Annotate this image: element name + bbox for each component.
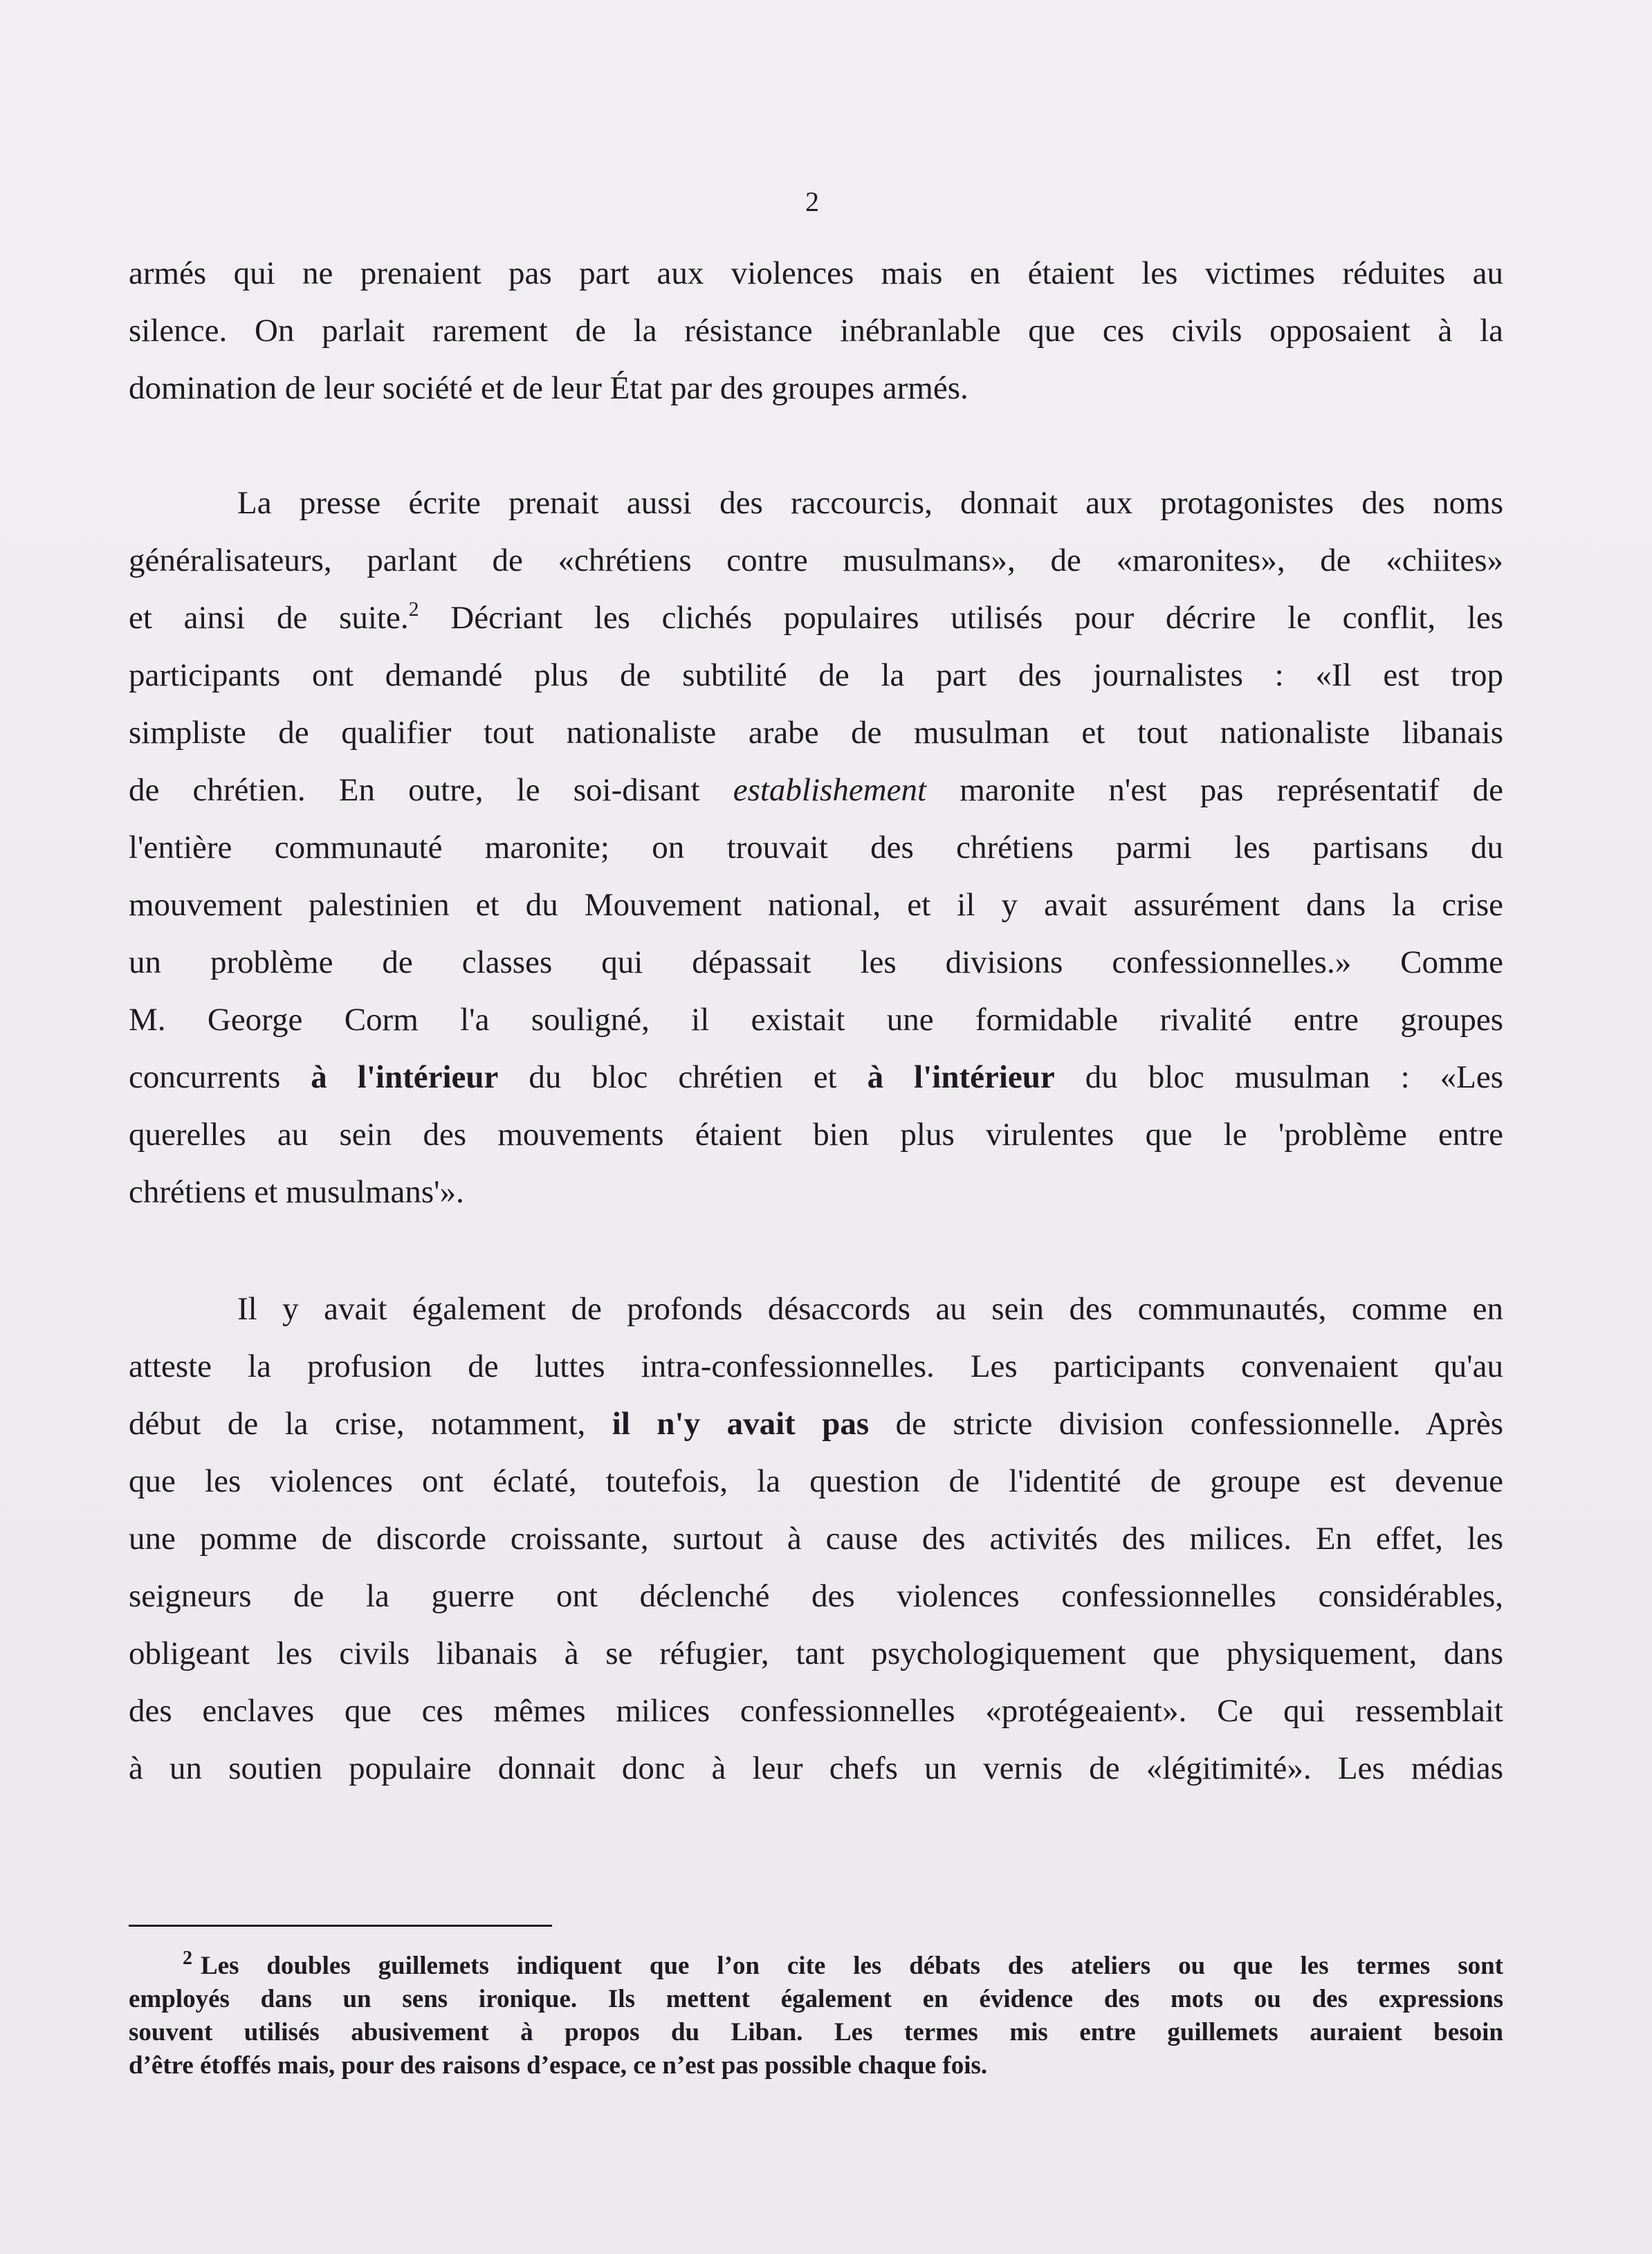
paragraph-2-line-3 [129, 597, 1503, 639]
paragraph-3-line-1: Il y avait également de profonds désaccords au sein des communautés, comme en [237, 1291, 1503, 1327]
paragraph-2-line-10: M. George Corm l'a souligné, il existait une formidable rivalité entre groupes [129, 1002, 1503, 1038]
paragraph-2-line-11-start: concurrents [129, 1059, 281, 1095]
paragraph-2-line-9: un problème de classes qui dépassait les divisions confessionnelles.» Comme [129, 944, 1503, 980]
footnote-marker: 2 [183, 1948, 192, 1969]
footnote-line-1: Les doubles guillemets indiquent que l’on cite les débats des ateliers ou que les termes sont [201, 1952, 1503, 1980]
paragraph-1-line-2: silence. On parlait rarement de la résistance inébranlable que ces civils opposaient à la [129, 313, 1503, 349]
paragraph-3-line-4: que les violences ont éclaté, toutefois, la question de l'identité de groupe est devenue [129, 1463, 1503, 1499]
paragraph-3-line-3-start: début de la crise, notamment, [129, 1406, 586, 1442]
paragraph-2-line-4: participants ont demandé plus de subtilité de la part des journalistes : «Il est trop [129, 657, 1503, 693]
paragraph-3-line-5: une pomme de discorde croissante, surtout à cause des activités des milices. En effet, les [129, 1521, 1503, 1557]
paragraph-3-line-3-end: de stricte division confessionnelle. Après [869, 1406, 1504, 1442]
paragraph-2-line-11 [129, 1056, 1503, 1098]
paragraph-3-line-9: à un soutien populaire donnait donc à leur chefs un vernis de «légitimité». Les médias [129, 1750, 1503, 1786]
paragraph-2-line-11-mid: du bloc chrétien et [498, 1059, 868, 1095]
page-number: 2 [805, 186, 819, 217]
paragraph-3-line-2: atteste la profusion de luttes intra-confessionnelles. Les participants convenaient qu'au [129, 1348, 1503, 1384]
paragraph-3-line-6: seigneurs de la guerre ont déclenché des violences confessionnelles considérables, [129, 1578, 1503, 1614]
bold-term-2: à l'intérieur [867, 1059, 1055, 1095]
paragraph-3-line-8: des enclaves que ces mêmes milices confessionnelles «protégeaient». Ce qui ressemblait [129, 1693, 1503, 1729]
paragraph-3-line-7: obligeant les civils libanais à se réfugier, tant psychologiquement que physiquement, dans [129, 1635, 1503, 1671]
italic-term: establishement [733, 772, 927, 808]
footnote-reference: 2 [408, 598, 419, 621]
paragraph-2-line-3-start: et ainsi de suite. [129, 600, 409, 636]
footnote-line-4: d’être étoffés mais, pour des raisons d’espace, ce n’est pas possible chaque fois. [129, 2051, 988, 2080]
footnote-line-2: employés dans un sens ironique. Ils mettent également en évidence des mots ou des expressions [129, 1985, 1503, 2013]
paragraph-2-line-12: querelles au sein des mouvements étaient bien plus virulentes que le 'problème entre [129, 1117, 1503, 1153]
bold-term-1: à l'intérieur [311, 1059, 499, 1095]
paragraph-2-line-2: généralisateurs, parlant de «chrétiens contre musulmans», de «maronites», de «chiites» [129, 542, 1503, 578]
paragraph-1-line-1: armés qui ne prenaient pas part aux violences mais en étaient les victimes réduites au [129, 255, 1503, 291]
paragraph-2-line-6 [129, 769, 1503, 811]
footnote-separator [129, 1925, 552, 1927]
paragraph-3-line-3 [129, 1403, 1503, 1445]
bold-phrase: il n'y avait pas [612, 1406, 870, 1442]
paragraph-2-line-7: l'entière communauté maronite; on trouvait des chrétiens parmi les partisans du [129, 830, 1503, 865]
paragraph-2-line-13: chrétiens et musulmans'». [129, 1174, 464, 1210]
paragraph-1-line-3: domination de leur société et de leur État par des groupes armés. [129, 370, 969, 406]
paragraph-2-line-1: La presse écrite prenait aussi des raccourcis, donnait aux protagonistes des noms [237, 485, 1503, 521]
paragraph-2-line-5: simpliste de qualifier tout nationaliste arabe de musulman et tout nationaliste libanais [129, 715, 1503, 751]
paragraph-2-line-6-start: de chrétien. En outre, le soi-disant [129, 772, 700, 808]
paragraph-2-line-3-end: Décriant les clichés populaires utilisés pour décrire le conflit, les [419, 600, 1503, 636]
paragraph-2-line-11-end: du bloc musulman : «Les [1054, 1059, 1503, 1095]
footnote-line-3: souvent utilisés abusivement à propos du Liban. Les termes mis entre guillemets auraient besoin [129, 2018, 1503, 2046]
paragraph-2-line-8: mouvement palestinien et du Mouvement national, et il y avait assurément dans la crise [129, 887, 1503, 923]
paragraph-2-line-6-end: maronite n'est pas représentatif de [926, 772, 1503, 808]
